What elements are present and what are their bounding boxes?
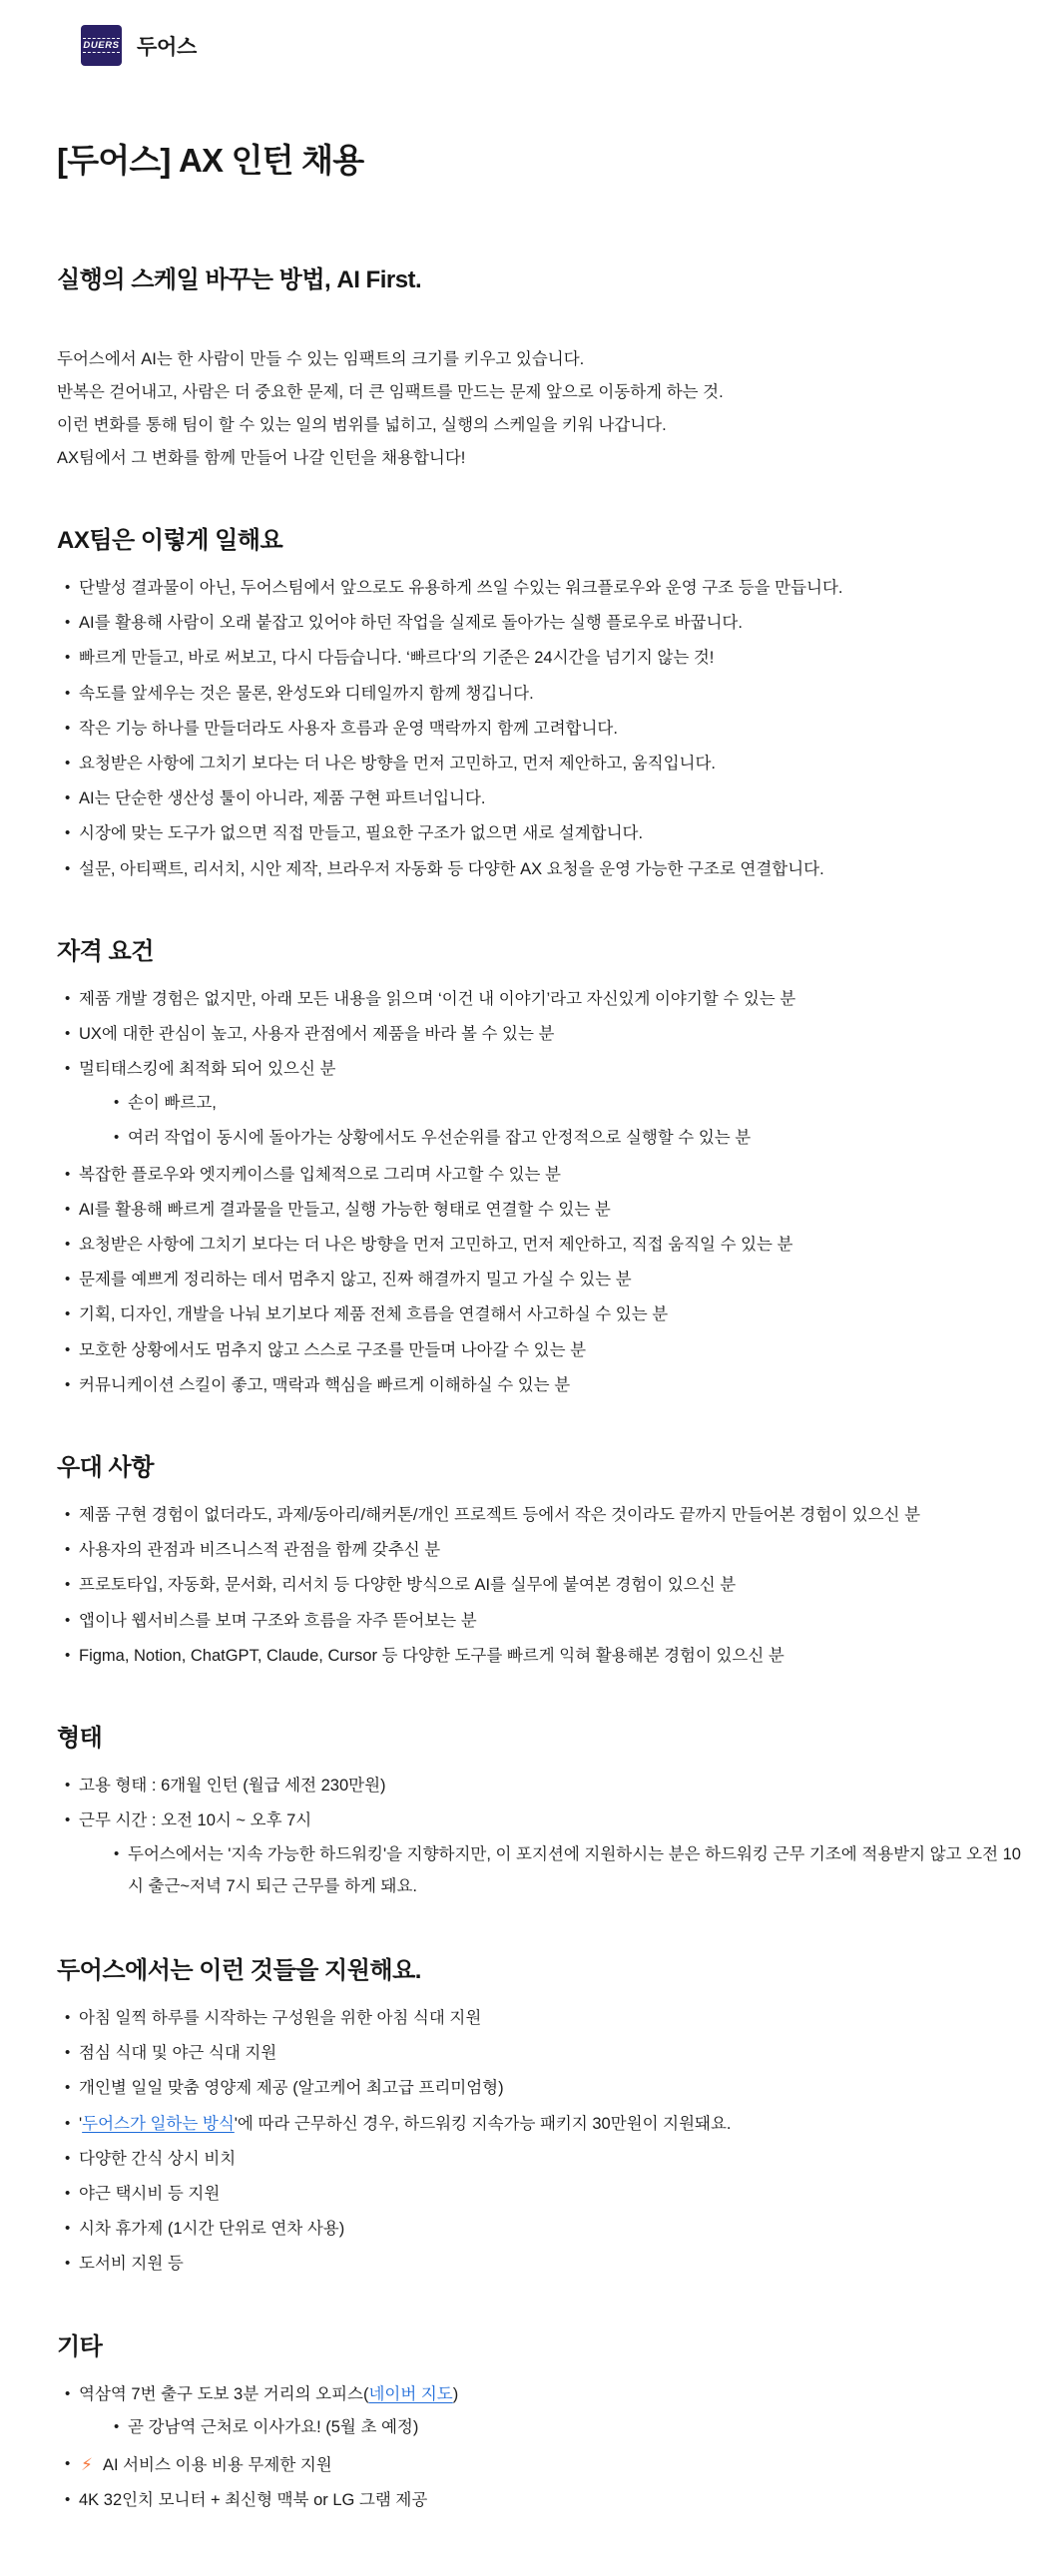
preferred-list: [57, 1498, 1030, 1674]
section-benefits: [57, 1955, 1030, 2282]
section-employment: [57, 1723, 1030, 1905]
list-item: • ⚡ AI 서비스 이용 비용 무제한 지원: [57, 2446, 1030, 2482]
list-item: • 근무 시간 : 오전 10시 ~ 오후 7시 • 두어스에서는 '지속 가능한 하드워킹'을 지향하지만, 이 포지션에 지원하시는 분은 하드워킹 근무 기조에 적용받지 않고 오전 10시 출근~저녁 7시 퇴근 근무를 하게 돼요.: [57, 1803, 1030, 1906]
list-item: • 제품 개발 경험은 없지만, 아래 모든 내용을 읽으며 ‘이건 내 이야기’라고 자신있게 이야기할 수 있는 분: [57, 981, 1030, 1016]
sub-list-item: • 두어스에서는 '지속 가능한 하드워킹'을 지향하지만, 이 포지션에 지원하시는 분은 하드워킹 근무 기조에 적용받지 않고 오전 10시 출근~저녁 7시 퇴근 근무를 하게 돼요.: [106, 1837, 1030, 1904]
list-item: • 4K 32인치 모니터 + 최신형 맥북 or LG 그램 제공: [57, 2483, 1030, 2518]
list-item: • 기획, 디자인, 개발을 나눠 보기보다 제품 전체 흐름을 연결해서 사고하실 수 있는 분: [57, 1297, 1030, 1332]
list-item: • UX에 대한 관심이 높고, 사용자 관점에서 제품을 바라 볼 수 있는 분: [57, 1017, 1030, 1052]
list-item: • 프로토타입, 자동화, 문서화, 리서치 등 다양한 방식으로 AI를 실무에 붙여본 경험이 있으신 분: [57, 1568, 1030, 1603]
section-heading: 두어스에서는 이런 것들을 지원해요.: [57, 1957, 421, 1985]
section-how-we-work: [57, 525, 1030, 886]
list-item: • 커뮤니케이션 스킬이 좋고, 맥락과 핵심을 빠르게 이해하실 수 있는 분: [57, 1367, 1030, 1402]
site-header: [81, 0, 1030, 66]
list-item: • 단발성 결과물이 아닌, 두어스팀에서 앞으로도 유용하게 쓰일 수있는 워크플로우와 운영 구조 등을 만듭니다.: [57, 571, 1030, 606]
list-item: • 요청받은 사항에 그치기 보다는 더 나은 방향을 먼저 고민하고, 먼저 제안하고, 직접 움직일 수 있는 분: [57, 1228, 1030, 1263]
duers-way-link[interactable]: 두어스가 일하는 방식: [82, 2114, 235, 2133]
intro-line: AX팀에서 그 변화를 함께 만들어 나갈 인턴을 채용합니다!: [57, 449, 466, 468]
sub-list: [79, 2410, 1030, 2445]
list-item: • 멀티태스킹에 최적화 되어 있으신 분 • 손이 빠르고, • 여러 작업이 동시에 돌아가는 상황에서도 우선순위를 잡고 안정적으로 실행할 수 있는 분: [57, 1052, 1030, 1158]
page-title: [두어스] AX 인턴 채용: [57, 142, 364, 179]
how-we-work-list: [57, 571, 1030, 887]
section-requirements: [57, 936, 1030, 1402]
list-item: • 역삼역 7번 출구 도보 3분 거리의 오피스(네이버 지도) • 곧 강남역 근처로 이사가요! (5월 초 예정): [57, 2376, 1030, 2446]
benefits-list: [57, 2001, 1030, 2282]
list-item: • 문제를 예쁘게 정리하는 데서 멈추지 않고, 진짜 해결까지 밀고 가실 수 있는 분: [57, 1263, 1030, 1297]
list-item: • 작은 기능 하나를 만들더라도 사용자 흐름과 운영 맥락까지 함께 고려합니다.: [57, 711, 1030, 746]
intro-line: 반복은 걷어내고, 사람은 더 중요한 문제, 더 큰 임팩트를 만드는 문제 앞으로 이동하게 하는 것.: [57, 383, 724, 402]
list-item: • AI를 활용해 사람이 오래 붙잡고 있어야 하던 작업을 실제로 돌아가는 실행 플로우로 바꿉니다.: [57, 606, 1030, 641]
list-item: • 다양한 간식 상시 비치: [57, 2141, 1030, 2176]
etc-list: [57, 2376, 1030, 2518]
list-item: • 시차 휴가제 (1시간 단위로 연차 사용): [57, 2212, 1030, 2247]
list-item: • 속도를 앞세우는 것은 물론, 완성도와 디테일까지 함께 챙깁니다.: [57, 676, 1030, 711]
sub-list: [79, 1085, 1030, 1155]
list-item: • 빠르게 만들고, 바로 써보고, 다시 다듬습니다. ‘빠르다’의 기준은 24시간을 넘기지 않는 것!: [57, 641, 1030, 676]
company-name: 두어스: [137, 35, 197, 59]
sub-list-item: • 여러 작업이 동시에 돌아가는 상황에서도 우선순위를 잡고 안정적으로 실행할 수 있는 분: [106, 1121, 1030, 1156]
list-item: • 야근 택시비 등 지원: [57, 2176, 1030, 2211]
employment-list: [57, 1769, 1030, 1906]
list-item: • 시장에 맞는 도구가 없으면 직접 만들고, 필요한 구조가 없으면 새로 설계합니다.: [57, 816, 1030, 851]
list-item: • Figma, Notion, ChatGPT, Claude, Cursor 등 다양한 도구를 빠르게 익혀 활용해본 경험이 있으신 분: [57, 1638, 1030, 1673]
section-heading: 자격 요건: [57, 938, 154, 966]
list-item: • 요청받은 사항에 그치기 보다는 더 나은 방향을 먼저 고민하고, 먼저 제안하고, 움직입니다.: [57, 746, 1030, 780]
section-preferred: [57, 1452, 1030, 1673]
list-item: • 복잡한 플로우와 엣지케이스를 입체적으로 그리며 사고할 수 있는 분: [57, 1157, 1030, 1192]
sub-list: [79, 1837, 1030, 1904]
intro-line: 두어스에서 AI는 한 사람이 만들 수 있는 임팩트의 크기를 키우고 있습니다.: [57, 350, 585, 369]
list-item: • 고용 형태 : 6개월 인턴 (월급 세전 230만원): [57, 1769, 1030, 1803]
list-item: • AI는 단순한 생산성 툴이 아니라, 제품 구현 파트너입니다.: [57, 781, 1030, 816]
list-item: • AI를 활용해 빠르게 결과물을 만들고, 실행 가능한 형태로 연결할 수 있는 분: [57, 1192, 1030, 1227]
intro-heading: 실행의 스케일 바꾸는 방법, AI First.: [57, 266, 422, 294]
list-item: • 점심 식대 및 야근 식대 지원: [57, 2036, 1030, 2071]
intro-paragraph: [57, 343, 1030, 475]
list-item: • 모호한 상황에서도 멈추지 않고 스스로 구조를 만들며 나아갈 수 있는 분: [57, 1332, 1030, 1367]
section-heading: 기타: [57, 2332, 103, 2360]
requirements-list: [57, 981, 1030, 1402]
list-item: • 사용자의 관점과 비즈니스적 관점을 함께 갖추신 분: [57, 1533, 1030, 1568]
section-heading: 우대 사항: [57, 1454, 154, 1482]
section-heading: AX팀은 이렇게 일해요: [57, 527, 283, 555]
list-item: • 개인별 일일 맞춤 영양제 제공 (알고케어 최고급 프리미엄형): [57, 2071, 1030, 2106]
company-logo: [81, 25, 122, 66]
list-item: • '두어스가 일하는 방식'에 따라 근무하신 경우, 하드워킹 지속가능 패키지 30만원이 지원돼요.: [57, 2106, 1030, 2141]
section-etc: [57, 2331, 1030, 2518]
list-item: • 앱이나 웹서비스를 보며 구조와 흐름을 자주 뜯어보는 분: [57, 1603, 1030, 1638]
section-heading: 형태: [57, 1725, 103, 1753]
lightning-icon: ⚡: [81, 2454, 93, 2474]
sub-list-item: • 곧 강남역 근처로 이사가요! (5월 초 예정): [106, 2410, 1030, 2445]
list-item: • 제품 구현 경험이 없더라도, 과제/동아리/해커톤/개인 프로젝트 등에서 작은 것이라도 끝까지 만들어본 경험이 있으신 분: [57, 1498, 1030, 1533]
list-item: • 아침 일찍 하루를 시작하는 구성원을 위한 아침 식대 지원: [57, 2001, 1030, 2036]
naver-map-link[interactable]: 네이버 지도: [368, 2384, 453, 2403]
list-item: • 도서비 지원 등: [57, 2247, 1030, 2282]
intro-line: 이런 변화를 통해 팀이 할 수 있는 일의 범위를 넓히고, 실행의 스케일을 키워 나갑니다.: [57, 416, 667, 435]
company-logo-text: DUERS: [83, 40, 120, 51]
list-item: • 설문, 아티팩트, 리서치, 시안 제작, 브라우저 자동화 등 다양한 AX 요청을 운영 가능한 구조로 연결합니다.: [57, 851, 1030, 886]
sub-list-item: • 손이 빠르고,: [106, 1085, 1030, 1120]
